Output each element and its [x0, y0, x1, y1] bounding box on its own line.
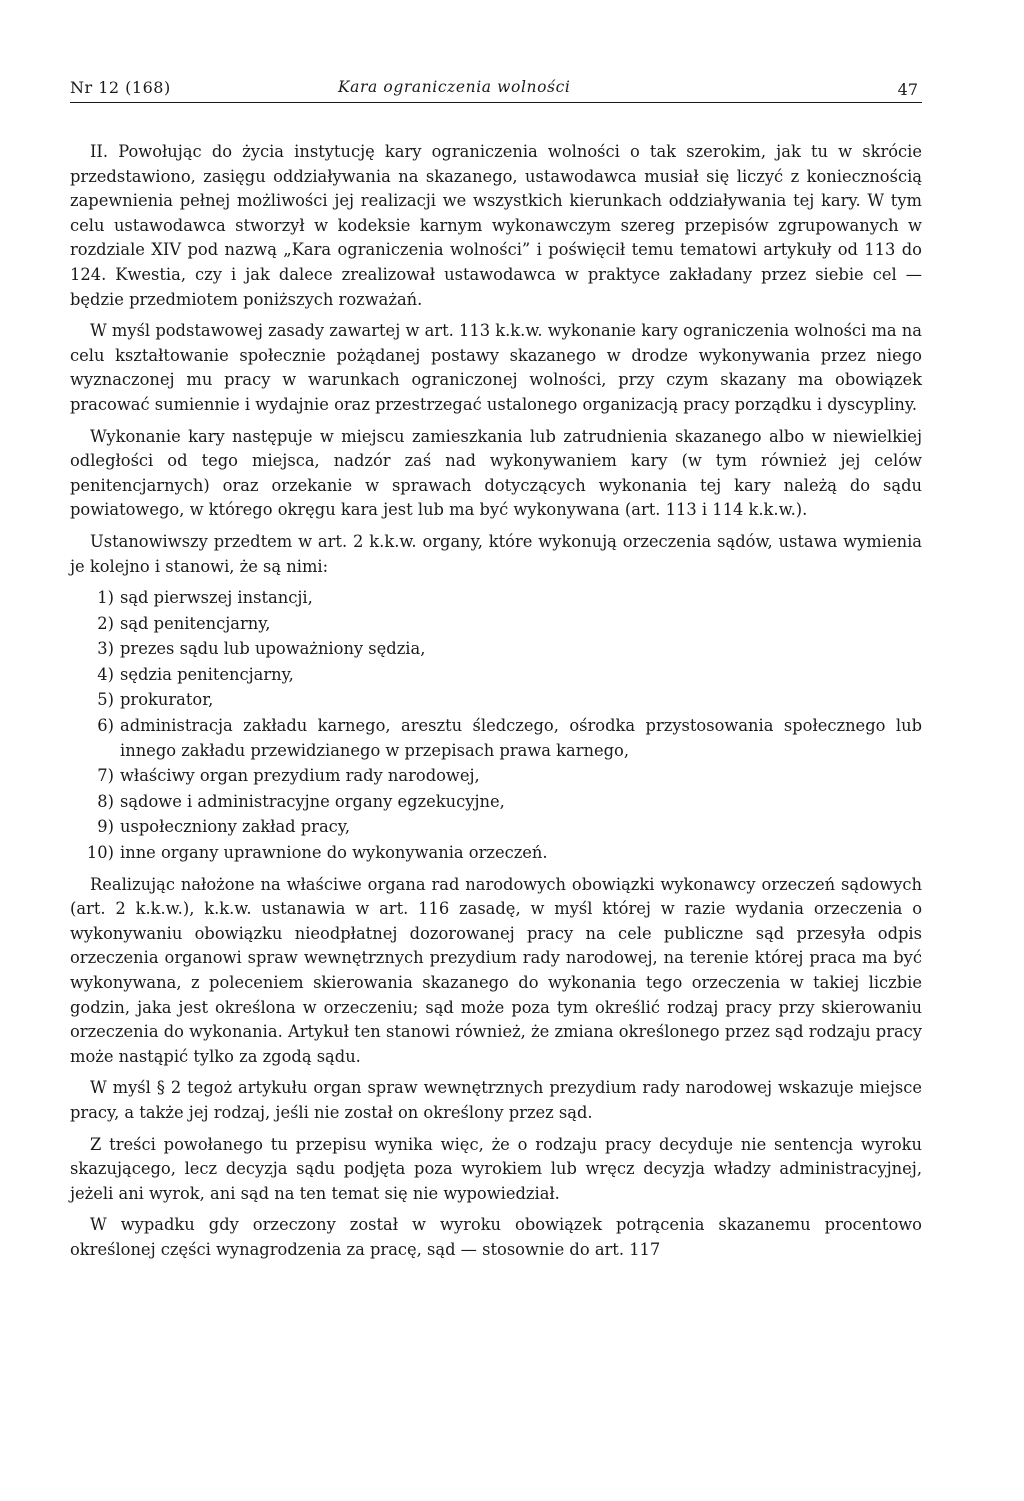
list-item [70, 637, 922, 662]
list-item-number: 7) [97, 766, 114, 786]
list-item-number: 3) [97, 639, 114, 659]
running-header [70, 74, 922, 103]
running-title: Kara ograniczenia wolności [338, 78, 571, 96]
list-item-text: prokurator, [120, 690, 214, 710]
list-item-number: 1) [97, 588, 114, 608]
list-item-number: 6) [97, 716, 114, 736]
list-item-number: 5) [97, 690, 114, 710]
paragraph: W wypadku gdy orzeczony został w wyroku obowiązek potrącenia skazanemu procentowo określonej części wynagrodzenia za pracę, sąd — stosownie do art. 117 [70, 1215, 922, 1259]
paragraph: II. Powołując do życia instytucję kary ograniczenia wolności o tak szerokim, jak tu w skrócie przedstawiono, zasięgu oddziaływania na skazanego, ustawodawca musiał się liczyć z koniecznością zapewnienia pełnej możliwości jej realizacji we wszystkich kierunkach oddziaływania tej kary. W tym celu ustawodawca stworzył w kodeksie karnym wykonawczym szereg przepisów zgrupowanych w rozdziale XIV pod nazwą „Kara ograniczenia wolności” i poświęcił temu tematowi artykuły od 113 do 124. Kwestia, czy i jak dalece zrealizował ustawodawca w praktyce zakładany przez siebie cel — będzie przedmiotem poniższych rozważań. [70, 142, 922, 309]
list-item-text: inne organy uprawnione do wykonywania orzeczeń. [120, 843, 548, 863]
list-item-text: sędzia penitencjarny, [120, 664, 294, 684]
paragraph: Realizując nałożone na właściwe organa rad narodowych obowiązki wykonawcy orzeczeń sądowych (art. 2 k.k.w.), k.k.w. ustanawia w art. 116 zasadę, w myśl której w razie wydania orzeczenia o wykonywaniu obowiązku nieodpłatnej dozorowanej pracy na cele publiczne sąd przesyła odpis orzeczenia organowi spraw wewnętrznych prezydium rady narodowej, na terenie której praca ma być wykonywana, z poleceniem skierowania skazanego do wykonania tego orzeczenia w takiej liczbie godzin, jaka jest określona w orzeczeniu; sąd może poza tym określić rodzaj pracy przy skierowaniu orzeczenia do wykonania. Artykuł ten stanowi również, że zmiana określonego przez sąd rodzaju pracy może nastąpić tylko za zgodą sądu. [70, 874, 922, 1066]
list-item-number: 9) [97, 817, 114, 837]
list-item-number: 2) [97, 613, 114, 633]
list-item-text: sądowe i administracyjne organy egzekucyjne, [120, 791, 505, 811]
list-item-number: 8) [97, 791, 114, 811]
list-item [70, 790, 922, 815]
list-item [70, 841, 922, 866]
list-item-number: 10) [86, 843, 114, 863]
enforcement-organs-list [70, 586, 922, 866]
issue-number: Nr 12 (168) [70, 78, 171, 97]
paragraph: W myśl § 2 tegoż artykułu organ spraw wewnętrznych prezydium rady narodowej wskazuje miejsce pracy, a także jej rodzaj, jeśli nie został on określony przez sąd. [70, 1078, 922, 1122]
list-item [70, 815, 922, 840]
paragraph: Z treści powołanego tu przepisu wynika więc, że o rodzaju pracy decyduje nie sentencja wyroku skazującego, lecz decyzja sądu podjęta poza wyrokiem lub wręcz decyzja władzy administracyjnej, jeżeli ani wyrok, ani sąd na ten temat się nie wypowiedział. [70, 1134, 922, 1203]
list-item-text: administracja zakładu karnego, aresztu śledczego, ośrodka przystosowania społecznego lub innego zakładu przewidzianego w przepisach prawa karnego, [120, 716, 922, 760]
paragraph: Ustanowiwszy przedtem w art. 2 k.k.w. organy, które wykonują orzeczenia sądów, ustawa wymienia je kolejno i stanowi, że są nimi: [70, 531, 922, 576]
list-item-number: 4) [97, 664, 114, 684]
article-body [70, 140, 922, 1270]
list-item [70, 714, 922, 763]
paragraph: Wykonanie kary następuje w miejscu zamieszkania lub zatrudnienia skazanego albo w niewielkiej odległości od tego miejsca, nadzór zaś nad wykonywaniem kary (w tym również jej celów penitencjarnych) oraz orzekanie w sprawach dotyczących wykonania tej kary należą do sądu powiatowego, w którego okręgu kara jest lub ma być wykonywana (art. 113 i 114 k.k.w.). [70, 426, 922, 520]
list-item [70, 764, 922, 789]
list-item-text: sąd penitencjarny, [120, 613, 271, 633]
list-item-text: prezes sądu lub upoważniony sędzia, [120, 639, 426, 659]
list-item-text: uspołeczniony zakład pracy, [120, 817, 351, 837]
list-item [70, 612, 922, 637]
list-item [70, 688, 922, 713]
page-number: 47 [897, 80, 918, 99]
list-item [70, 586, 922, 611]
list-item [70, 663, 922, 688]
list-item-text: właściwy organ prezydium rady narodowej, [120, 766, 480, 786]
list-item-text: sąd pierwszej instancji, [120, 588, 313, 608]
paragraph: W myśl podstawowej zasady zawartej w art. 113 k.k.w. wykonanie kary ograniczenia wolności ma na celu kształtowanie społecznie pożądanej postawy skazanego w drodze wykonywania przez niego wyznaczonej mu pracy w warunkach ograniczonej wolności, przy czym skazany ma obowiązek pracować sumiennie i wydajnie oraz przestrzegać ustalonego organizacją pracy porządku i dyscypliny. [70, 321, 922, 414]
